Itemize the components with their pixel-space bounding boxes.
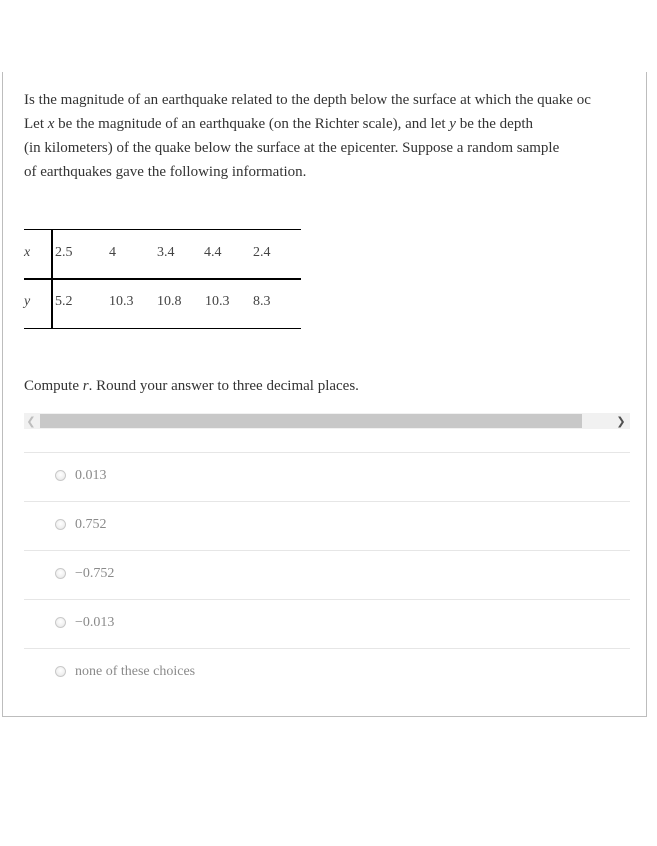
- answer-option-label[interactable]: none of these choices: [75, 664, 196, 679]
- answer-option-label[interactable]: −0.752: [75, 566, 115, 581]
- horizontal-scrollbar[interactable]: [24, 413, 630, 429]
- answer-option[interactable]: [24, 649, 630, 697]
- table-cell: 10.3: [205, 294, 230, 309]
- question-panel: [2, 72, 647, 717]
- question-prompt: [24, 378, 359, 395]
- chevron-right-icon[interactable]: ❯: [616, 414, 626, 428]
- table-cell: 10.8: [157, 294, 182, 309]
- answer-option-label[interactable]: −0.013: [75, 615, 115, 630]
- chevron-left-icon[interactable]: ❮: [26, 414, 36, 428]
- variable-r: r: [82, 378, 89, 394]
- answer-option-label[interactable]: 0.013: [75, 468, 107, 483]
- table-cell: 3.4: [157, 245, 175, 260]
- radio-button[interactable]: [55, 470, 66, 481]
- stem-line-1: Is the magnitude of an earthquake related to the depth below the surface at which the quake oc: [24, 92, 591, 108]
- stem-line-2-pre: Let: [24, 116, 48, 132]
- stem-line-2-mid: be the magnitude of an earthquake (on the Richter scale), and let: [54, 116, 450, 132]
- table-row-x: [24, 229, 300, 278]
- row-label-x: x: [24, 245, 31, 260]
- table-cell: 5.2: [55, 294, 73, 309]
- radio-button[interactable]: [55, 568, 66, 579]
- variable-x: x: [47, 116, 55, 132]
- radio-button[interactable]: [55, 617, 66, 628]
- table-cell: 2.5: [55, 245, 73, 260]
- stem-line-4: of earthquakes gave the following information.: [24, 164, 307, 180]
- table-cell: 10.3: [109, 294, 134, 309]
- table-cell: 2.4: [253, 245, 271, 260]
- scrollbar-thumb[interactable]: [40, 414, 582, 428]
- answer-option[interactable]: [24, 600, 630, 649]
- answer-options: [24, 452, 630, 697]
- answer-option[interactable]: [24, 502, 630, 551]
- answer-option[interactable]: [24, 551, 630, 600]
- table-bottom-border: [24, 328, 301, 329]
- variable-y: y: [449, 116, 456, 132]
- table-cell: 4.4: [204, 245, 222, 260]
- stem-line-2: [24, 112, 647, 136]
- stem-line-2-post: be the depth: [455, 116, 533, 132]
- answer-option[interactable]: [24, 453, 630, 502]
- question-pre: Compute: [24, 378, 83, 394]
- row-label-y: y: [24, 294, 31, 309]
- stem-line-3: (in kilometers) of the quake below the surface at the epicenter. Suppose a random sample: [24, 140, 560, 156]
- table-cell: 8.3: [253, 294, 271, 309]
- question-stem: [24, 88, 647, 184]
- table-row-y: [24, 278, 300, 327]
- answer-option-label[interactable]: 0.752: [75, 517, 107, 532]
- radio-button[interactable]: [55, 519, 66, 530]
- data-table: [24, 229, 300, 327]
- radio-button[interactable]: [55, 666, 66, 677]
- question-post: . Round your answer to three decimal places.: [88, 378, 359, 394]
- table-cell: 4: [109, 245, 116, 260]
